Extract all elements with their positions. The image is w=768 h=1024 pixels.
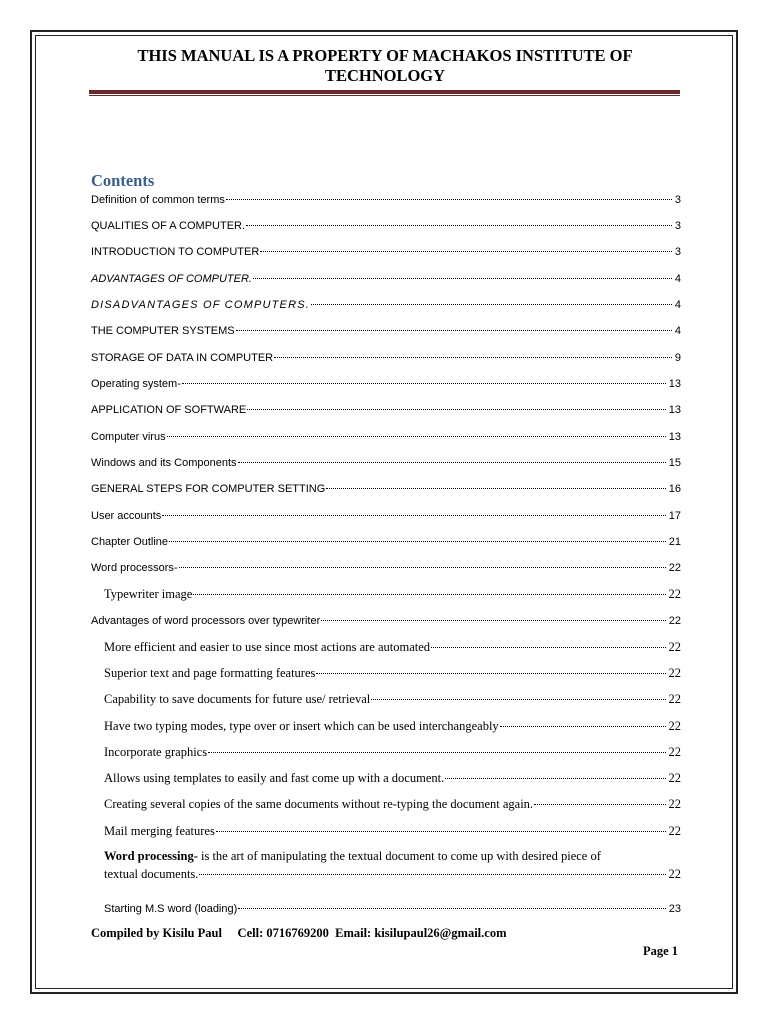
toc-leader-dots (193, 594, 665, 595)
toc-entry[interactable] (104, 797, 681, 811)
toc-leader-dots (321, 620, 665, 621)
toc-entry-page: 22 (668, 615, 681, 627)
toc-entry-text: Chapter Outline (91, 536, 169, 548)
toc-entry-text: Creating several copies of the same documents without re-typing the document again. (104, 797, 534, 811)
toc-leader-dots (169, 541, 666, 542)
toc-entry-page: 3 (674, 194, 681, 206)
toc-entry-text: Definition of common terms (91, 194, 225, 206)
toc-entry[interactable] (91, 403, 681, 417)
toc-entry-page: 16 (668, 483, 681, 495)
toc-entry-text: Superior text and page formatting features (104, 666, 316, 680)
toc-entry-text: ADVANTAGES OF COMPUTER. (91, 273, 252, 285)
toc-entry-page: 22 (668, 771, 681, 785)
toc-leader-dots (431, 647, 665, 648)
toc-entry-text: DISADVANTAGES OF COMPUTERS. (91, 299, 311, 311)
toc-entry[interactable] (104, 640, 681, 654)
toc-entry-text: QUALITIES OF A COMPUTER. (91, 220, 246, 232)
toc-entry-text-continued: textual documents. (104, 867, 199, 881)
toc-entry[interactable] (91, 377, 681, 391)
toc-entry[interactable] (91, 509, 681, 523)
toc-entry-page: 3 (674, 220, 681, 232)
toc-entry-text: INTRODUCTION TO COMPUTER (91, 246, 260, 258)
toc-entry[interactable] (91, 193, 681, 207)
toc-entry-page: 4 (674, 299, 681, 311)
toc-entry-page: 13 (668, 431, 681, 443)
toc-entry-text: Capability to save documents for future use/ retrieval (104, 692, 371, 706)
toc-leader-dots (236, 330, 672, 331)
toc-entry-line-2 (104, 865, 681, 883)
toc-entry[interactable] (104, 666, 681, 680)
toc-entry-text: GENERAL STEPS FOR COMPUTER SETTING (91, 483, 326, 495)
toc-entry[interactable] (91, 272, 681, 286)
toc-entry-text: Windows and its Components (91, 457, 237, 469)
toc-entry[interactable] (104, 692, 681, 706)
toc-entry[interactable] (91, 482, 681, 496)
toc-entry-page: 23 (668, 903, 681, 915)
toc-entry-page: 22 (668, 824, 681, 838)
toc-leader-dots (167, 436, 666, 437)
toc-entry-text: Mail merging features (104, 824, 215, 838)
toc-leader-dots (534, 804, 665, 805)
toc-entry[interactable] (91, 561, 681, 575)
toc-entry-text: STORAGE OF DATA IN COMPUTER (91, 352, 274, 364)
toc-entry-text: Allows using templates to easily and fast come up with a document. (104, 771, 445, 785)
toc-leader-dots (238, 908, 665, 909)
toc-entry-text: User accounts (91, 510, 162, 522)
toc-leader-dots (445, 778, 665, 779)
toc-entry-bold-term: Word processing- (104, 849, 198, 863)
toc-entry-text: is the art of manipulating the textual document to come up with desired piece of (197, 849, 601, 863)
toc-entry-page: 13 (668, 404, 681, 416)
toc-entry-page: 21 (668, 536, 681, 548)
toc-leader-dots (500, 726, 666, 727)
toc-entry[interactable] (91, 456, 681, 470)
toc-leader-dots (208, 752, 665, 753)
toc-entry-page: 22 (668, 640, 681, 654)
toc-entry-line-1 (104, 847, 681, 865)
toc-entry-page: 22 (668, 692, 681, 706)
toc-entry-text: Have two typing modes, type over or insert which can be used interchangeably (104, 719, 499, 733)
toc-entry-page: 4 (674, 273, 681, 285)
toc-leader-dots (238, 462, 666, 463)
header-title-line-2: TECHNOLOGY (324, 66, 446, 85)
toc-entry[interactable] (91, 245, 681, 259)
toc-leader-dots (226, 199, 672, 200)
toc-entry[interactable] (91, 430, 681, 444)
toc-entry-text: More efficient and easier to use since most actions are automated (104, 640, 431, 654)
toc-leader-dots (247, 409, 666, 410)
header-rule-thin (89, 95, 680, 96)
toc-entry[interactable] (91, 351, 681, 365)
toc-entry[interactable] (104, 902, 681, 916)
toc-entry[interactable] (104, 771, 681, 785)
toc-entry[interactable] (104, 587, 681, 601)
toc-entry-page: 9 (674, 352, 681, 364)
toc-entry-page: 17 (668, 510, 681, 522)
toc-leader-dots (371, 699, 665, 700)
header-title (90, 46, 680, 86)
toc-leader-dots (260, 251, 672, 252)
toc-entry-page: 22 (668, 797, 681, 811)
header-title-line-1: THIS MANUAL IS A PROPERTY OF MACHAKOS INSTITUTE OF (137, 46, 633, 65)
toc-entry-text: THE COMPUTER SYSTEMS (91, 325, 235, 337)
toc-entry-text: Computer virus (91, 431, 166, 443)
toc-entry-text: Operating system- (91, 378, 181, 390)
toc-entry[interactable] (91, 614, 681, 628)
toc-entry[interactable] (104, 745, 681, 759)
toc-leader-dots (326, 488, 665, 489)
toc-entry-text: Word processors- (91, 562, 178, 574)
toc-leader-dots (182, 383, 666, 384)
toc-entry-page: 22 (668, 666, 681, 680)
toc-leader-dots (162, 515, 665, 516)
contents-heading: Contents (91, 171, 155, 190)
toc-entry[interactable] (104, 847, 681, 883)
toc-entry-page: 15 (668, 457, 681, 469)
toc-entry-page: 22 (668, 562, 681, 574)
toc-entry-text: Starting M.S word (loading) (104, 903, 238, 915)
toc-entry[interactable] (91, 219, 681, 233)
toc-entry-page: 22 (668, 867, 681, 881)
toc-leader-dots (274, 357, 672, 358)
toc-entry-text: Typewriter image (104, 587, 193, 601)
toc-entry[interactable] (91, 324, 681, 338)
toc-leader-dots (316, 673, 665, 674)
toc-leader-dots (216, 831, 666, 832)
toc-entry[interactable] (104, 719, 681, 733)
toc-leader-dots (246, 225, 672, 226)
toc-leader-dots (199, 874, 665, 875)
toc-entry[interactable] (91, 535, 681, 549)
toc-entry-text: APPLICATION OF SOFTWARE (91, 404, 247, 416)
footer-page-number: Page 1 (642, 944, 678, 958)
toc-entry[interactable] (104, 824, 681, 838)
toc-entry-page: 22 (668, 745, 681, 759)
toc-leader-dots (179, 567, 666, 568)
toc-entry-page: 3 (674, 246, 681, 258)
toc-entry-text: Advantages of word processors over typewriter (91, 615, 321, 627)
toc-leader-dots (253, 278, 672, 279)
toc-entry[interactable] (91, 298, 681, 312)
toc-leader-dots (311, 304, 672, 305)
toc-entry-page: 13 (668, 378, 681, 390)
toc-entry-page: 4 (674, 325, 681, 337)
toc-entry-page: 22 (668, 587, 681, 601)
toc-entry-text: Incorporate graphics (104, 745, 208, 759)
footer-compiled-by: Compiled by Kisilu Paul Cell: 0716769200 Email: kisilupaul26@gmail.com (91, 926, 507, 940)
header-rule (89, 90, 680, 94)
toc-entry-page: 22 (668, 719, 681, 733)
